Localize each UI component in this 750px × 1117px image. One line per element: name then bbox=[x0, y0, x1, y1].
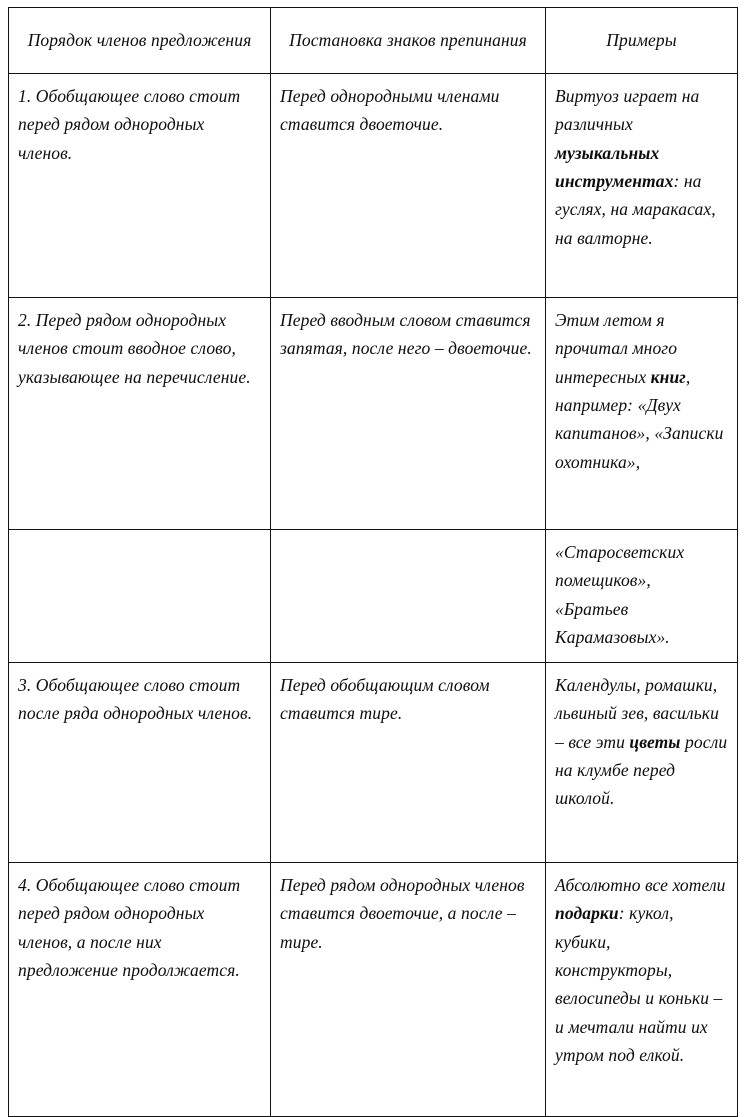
rule-example-cell bbox=[546, 298, 738, 530]
rule-example-text: Этим летом я прочитал много интересных книг, например: «Двух капитанов», «Записки охотника», bbox=[555, 310, 728, 472]
rule-order-text: 4. Обобщающее слово стоит перед рядом однородных членов, а после них предложение продолжается. bbox=[18, 875, 245, 981]
rule-example-text: «Старосветских помещиков», «Братьев Карамазовых». bbox=[555, 542, 689, 648]
column-header-order bbox=[9, 8, 271, 74]
rule-punctuation-cell bbox=[271, 74, 546, 298]
rule-punctuation-text: Перед однородными членами ставится двоеточие. bbox=[280, 86, 504, 135]
rule-example-cell bbox=[546, 74, 738, 298]
rule-punctuation-text: Перед обобщающим словом ставится тире. bbox=[280, 675, 495, 724]
table-header-row bbox=[9, 8, 738, 74]
rule-order-cell bbox=[9, 74, 271, 298]
table-row bbox=[9, 298, 738, 530]
column-header-punctuation-label: Постановка знаков препинания bbox=[289, 29, 527, 50]
rule-punctuation-cell-empty bbox=[271, 530, 546, 663]
rule-punctuation-cell bbox=[271, 663, 546, 863]
rule-order-text: 1. Обобщающее слово стоит перед рядом однородных членов. bbox=[18, 86, 245, 163]
rule-punctuation-text: Перед рядом однородных членов ставится двоеточие, а после – тире. bbox=[280, 875, 530, 952]
rule-example-cell bbox=[546, 863, 738, 1117]
rule-order-cell bbox=[9, 298, 271, 530]
rule-order-cell bbox=[9, 663, 271, 863]
table-row bbox=[9, 74, 738, 298]
rule-order-cell bbox=[9, 863, 271, 1117]
table-row bbox=[9, 663, 738, 863]
table-row bbox=[9, 530, 738, 663]
rule-punctuation-text: Перед вводным словом ставится запятая, после него – двоеточие. bbox=[280, 310, 536, 359]
rule-example-cell bbox=[546, 663, 738, 863]
rule-example-text: Виртуоз играет на различных музыкальных инструментах: на гуслях, на маракасах, на валторне. bbox=[555, 86, 721, 248]
grammar-rules-table bbox=[8, 7, 738, 1117]
rule-example-text: Абсолютно все хотели подарки: кукол, кубики, конструкторы, велосипеды и коньки – и мечтали найти их утром под елкой. bbox=[555, 875, 731, 1066]
column-header-examples-label: Примеры bbox=[606, 29, 677, 50]
table-row bbox=[9, 863, 738, 1117]
column-header-examples bbox=[546, 8, 738, 74]
column-header-punctuation bbox=[271, 8, 546, 74]
rule-example-text: Календулы, ромашки, львиный зев, васильки – все эти цветы росли на клумбе перед школой. bbox=[555, 675, 732, 809]
rule-order-text: 3. Обобщающее слово стоит после ряда однородных членов. bbox=[18, 675, 253, 724]
column-header-order-label: Порядок членов предложения bbox=[27, 29, 252, 50]
rule-punctuation-cell bbox=[271, 863, 546, 1117]
rule-order-text: 2. Перед рядом однородных членов стоит вводное слово, указывающее на перечисление. bbox=[18, 310, 251, 387]
rule-punctuation-cell bbox=[271, 298, 546, 530]
rule-order-cell-empty bbox=[9, 530, 271, 663]
rule-example-cell bbox=[546, 530, 738, 663]
